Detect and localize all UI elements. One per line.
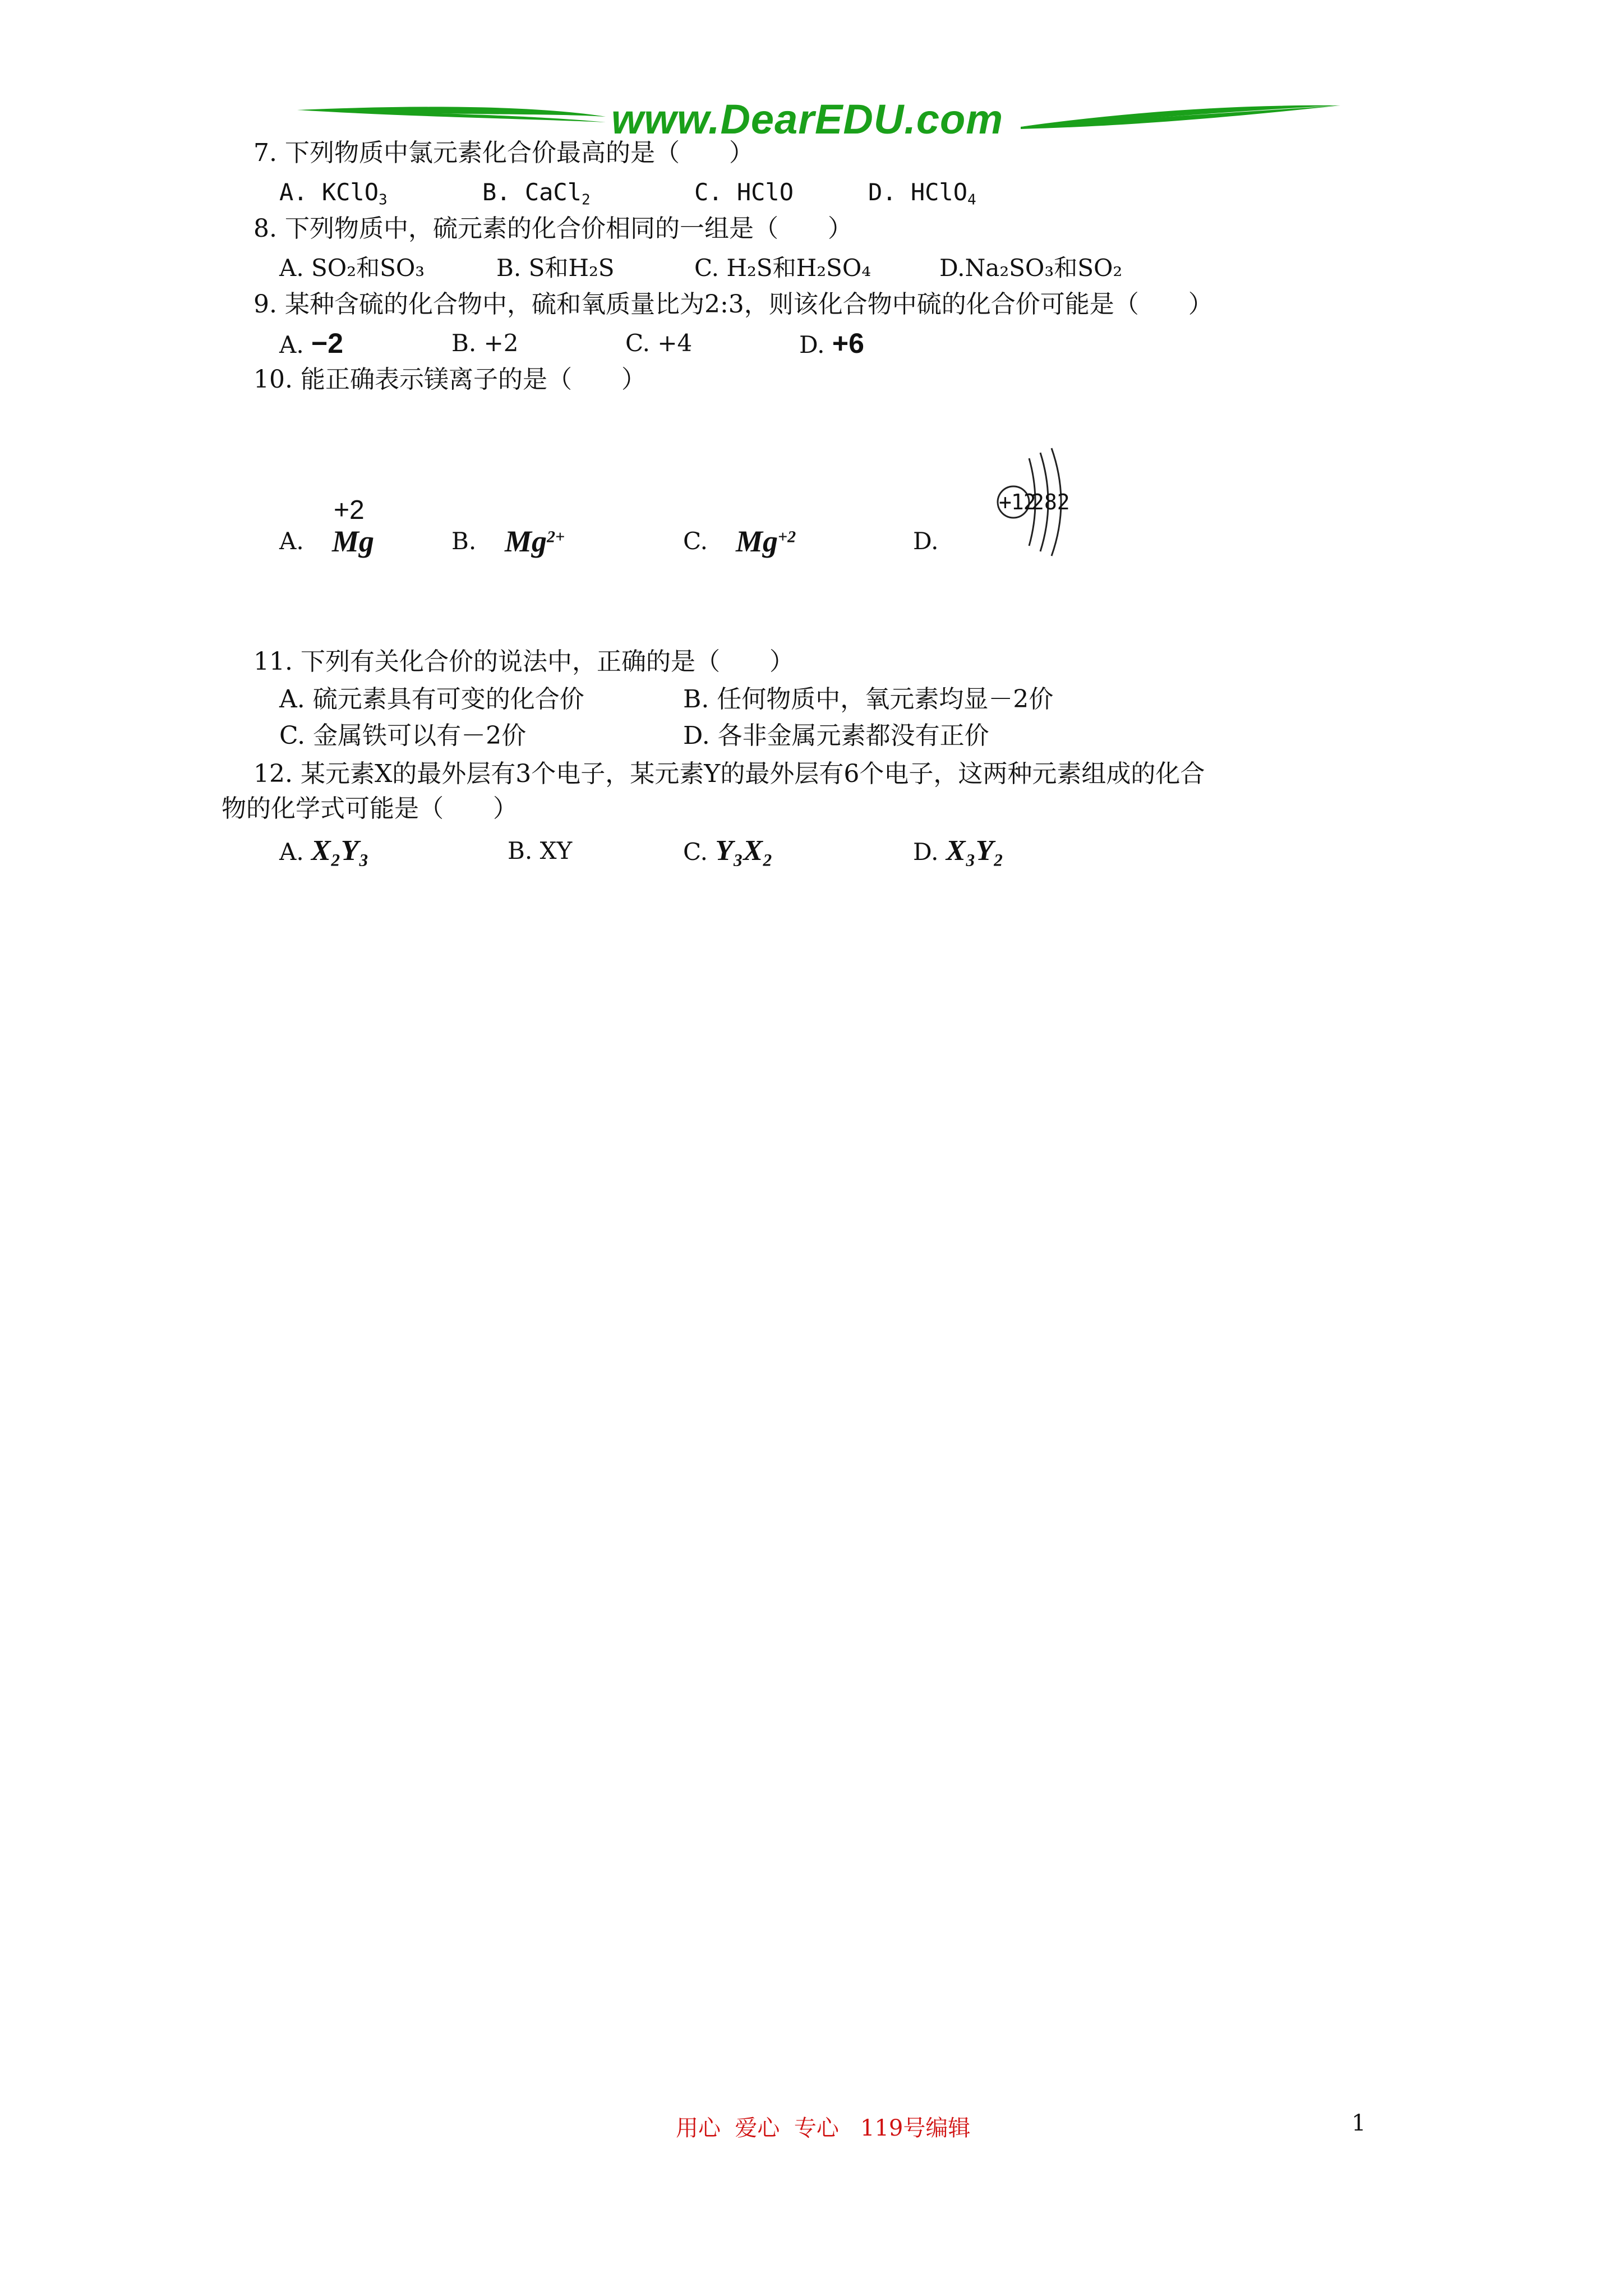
q11-option-b: B. 任何物质中，氧元素均显－2价 — [683, 685, 1054, 714]
logo-text: www.DearEDU.com — [611, 96, 1003, 142]
question-12-stem-line-1: 12. 某元素X的最外层有3个电子，某元素Y的最外层有6个电子，这两种元素组成的化合 — [253, 760, 1205, 788]
q10-option-a-label: A. — [279, 527, 304, 555]
q10-option-c-symbol: $Mg^{+2}$ — [736, 524, 796, 558]
q12-option-c: C. Y₃X₂ — [683, 835, 773, 867]
question-8-stem: 8. 下列物质中，硫元素的化合价相同的一组是（ ） — [253, 214, 852, 243]
q7-option-a: A. KClO$_3$ — [279, 178, 388, 209]
question-10-stem: 10. 能正确表示镁离子的是（ ） — [253, 365, 646, 394]
q7-option-b: B. CaCl$_2$ — [482, 178, 591, 209]
q10-option-d-atom-diagram — [990, 435, 1085, 564]
q10-option-d-label: D. — [913, 527, 939, 555]
q7-option-d: D. HClO$_4$ — [868, 178, 976, 209]
q10-option-b-symbol: $Mg^{2+}$ — [505, 524, 565, 558]
q10-option-b-label: B. — [451, 527, 477, 555]
atom-shell-electrons: 282 — [1031, 490, 1070, 514]
q10-option-c-label: C. — [683, 527, 708, 555]
q10-option-a-symbol: Mg — [332, 524, 375, 558]
q11-option-c: C. 金属铁可以有－2价 — [279, 721, 527, 750]
question-11-stem: 11. 下列有关化合价的说法中，正确的是（ ） — [253, 647, 794, 676]
q8-option-a: A. SO₂和SO₃ — [279, 254, 425, 282]
q10-option-a-charge: +2 — [334, 495, 365, 525]
q11-option-a: A. 硫元素具有可变的化合价 — [279, 685, 584, 714]
q9-option-a: A. −2 — [279, 328, 344, 359]
q11-option-d: D. 各非金属元素都没有正价 — [683, 721, 989, 750]
q7-option-c: C. HClO — [694, 178, 794, 206]
question-12-stem-line-2: 物的化学式可能是（ ） — [222, 794, 518, 823]
question-9-stem: 9. 某种含硫的化合物中，硫和氧质量比为2:3，则该化合物中硫的化合价可能是（ ） — [253, 290, 1213, 319]
q8-option-c: C. H₂S和H₂SO₄ — [694, 254, 872, 282]
q12-option-a: A. X₂Y₃ — [279, 835, 369, 867]
q12-option-d: D. X₃Y₂ — [913, 835, 1004, 867]
q12-option-b: B. XY — [508, 837, 573, 864]
q9-option-c: C. +4 — [625, 329, 693, 357]
q9-option-d: D. +6 — [799, 328, 864, 359]
question-7-stem: 7. 下列物质中氯元素化合价最高的是（ ） — [253, 139, 754, 167]
q9-option-b: B. +2 — [451, 329, 519, 357]
atom-nucleus-charge: +12 — [999, 490, 1036, 514]
q8-option-d: D.Na₂SO₃和SO₂ — [939, 254, 1123, 282]
footer-text: 用心 爱心 专心 119号编辑 — [676, 2115, 971, 2141]
q8-option-b: B. S和H₂S — [496, 254, 615, 282]
page-number: 1 — [1352, 2110, 1366, 2136]
